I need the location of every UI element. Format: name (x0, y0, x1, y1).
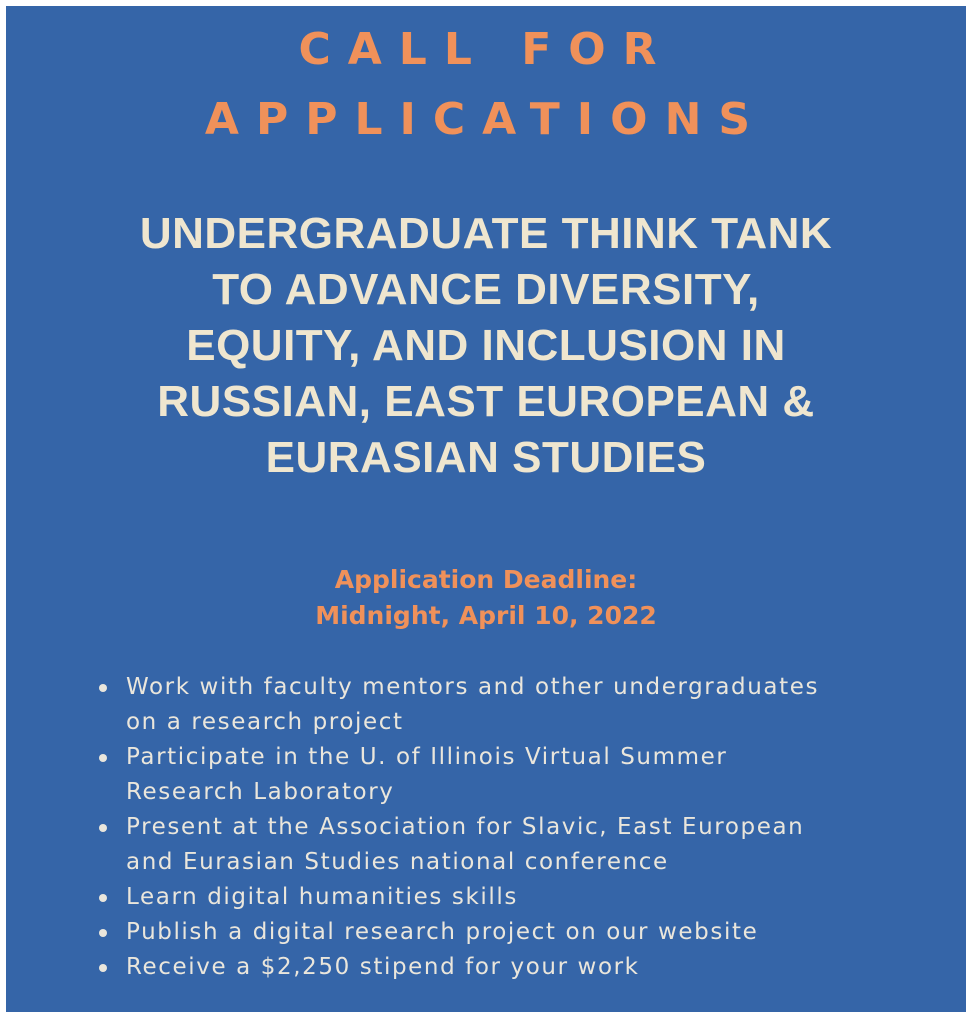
bullet-icon (99, 894, 107, 902)
list-item-line: Research Laboratory (126, 779, 395, 805)
bullet-icon (99, 929, 107, 937)
deadline-label: Application Deadline: (334, 565, 638, 594)
list-item (96, 880, 956, 915)
program-title-line: UNDERGRADUATE THINK TANK (139, 209, 833, 258)
program-title (6, 206, 966, 486)
bullet-icon (99, 824, 107, 832)
list-item-line: Publish a digital research project on our website (126, 919, 759, 945)
application-deadline (6, 562, 966, 634)
list-item (96, 740, 956, 810)
list-item (96, 810, 956, 880)
bullet-icon (99, 684, 107, 692)
bullet-icon (99, 964, 107, 972)
benefits-list (96, 670, 956, 985)
program-title-line: TO ADVANCE DIVERSITY, (212, 265, 760, 314)
poster (6, 6, 966, 1012)
list-item-line: and Eurasian Studies national conference (126, 849, 669, 875)
list-item (96, 915, 956, 950)
list-item-line: Present at the Association for Slavic, East European (126, 814, 805, 840)
deadline-value: Midnight, April 10, 2022 (315, 601, 657, 630)
program-title-line: RUSSIAN, EAST EUROPEAN & (157, 377, 815, 426)
list-item-line: Work with faculty mentors and other undergraduates (126, 674, 820, 700)
list-item-line: on a research project (126, 709, 404, 735)
applications-heading: APPLICATIONS (204, 94, 768, 145)
call-for-heading: CALL FOR (298, 24, 674, 75)
list-item (96, 670, 956, 740)
list-item (96, 950, 956, 985)
list-item-line: Learn digital humanities skills (126, 884, 518, 910)
program-title-line: EURASIAN STUDIES (265, 433, 707, 482)
bullet-icon (99, 754, 107, 762)
list-item-line: Participate in the U. of Illinois Virtual Summer (126, 744, 728, 770)
list-item-line: Receive a $2,250 stipend for your work (126, 954, 640, 980)
program-title-line: EQUITY, AND INCLUSION IN (186, 321, 786, 370)
